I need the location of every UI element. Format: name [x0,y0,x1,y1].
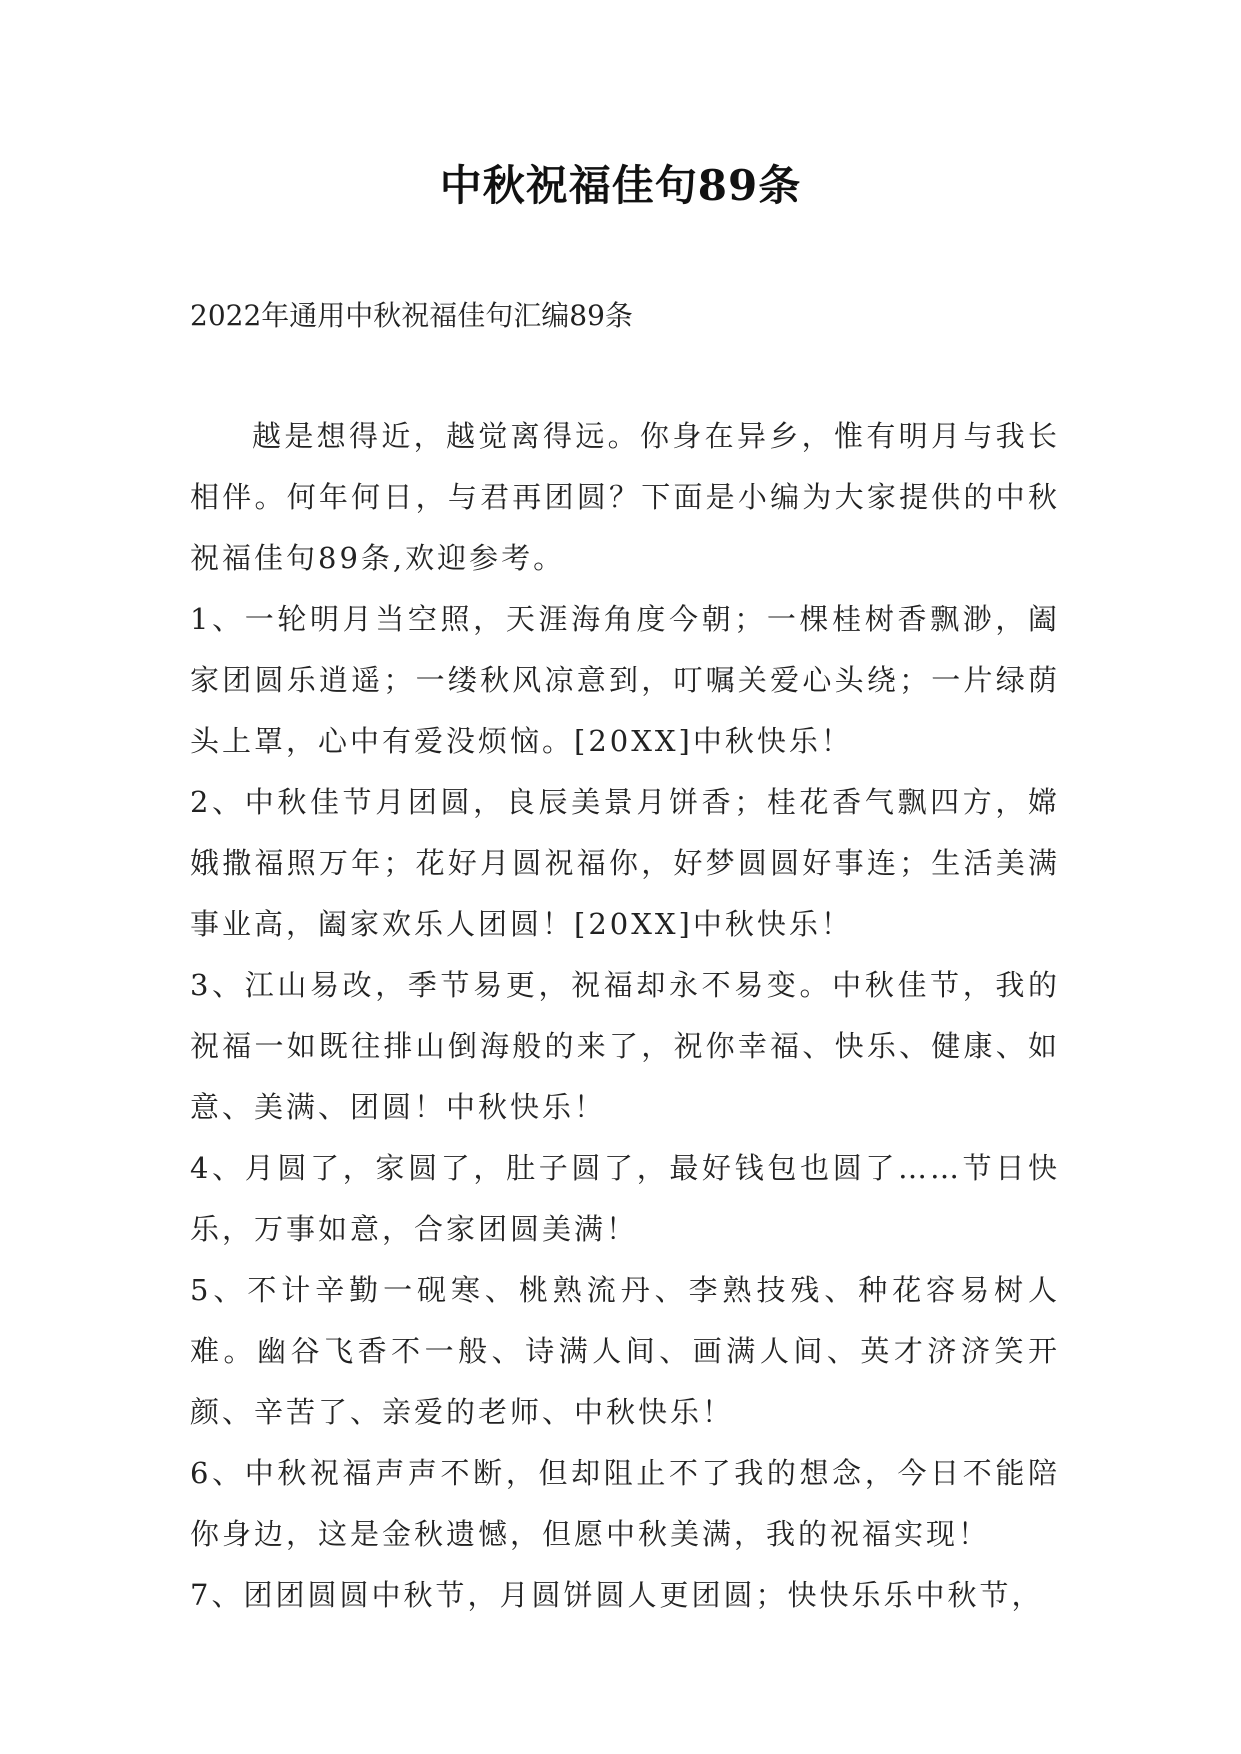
list-item: 7、团团圆圆中秋节，月圆饼圆人更团圆；快快乐乐中秋节， [190,1578,1044,1612]
list-item: 5、不计辛勤一砚寒、桃熟流丹、李熟技残、种花容易树人难。幽谷飞香不一般、诗满人间、画满人间、英才济济笑开颜、辛苦了、亲爱的老师、中秋快乐！ [190,1273,1060,1429]
document-title: 中秋祝福佳句89条 [439,161,802,210]
list-item: 4、月圆了，家圆了，肚子圆了，最好钱包也圆了……节日快乐，万事如意，合家团圆美满！ [190,1151,1060,1246]
intro-paragraph: 越是想得近，越觉离得远。你身在异乡，惟有明月与我长相伴。何年何日，与君再团圆？下面是小编为大家提供的中秋祝福佳句89条,欢迎参考。 [190,419,1060,575]
document-body [190,406,1060,1626]
list-item: 1、一轮明月当空照，天涯海角度今朝；一棵桂树香飘渺，阖家团圆乐逍遥；一缕秋风凉意到，叮嘱关爱心头绕；一片绿荫头上罩，心中有爱没烦恼。[20XX]中秋快乐！ [190,602,1060,758]
document-subtitle: 2022年通用中秋祝福佳句汇编89条 [190,299,633,332]
list-item: 6、中秋祝福声声不断，但却阻止不了我的想念，今日不能陪你身边，这是金秋遗憾，但愿中秋美满，我的祝福实现！ [190,1456,1060,1551]
list-item: 2、中秋佳节月团圆，良辰美景月饼香；桂花香气飘四方，嫦娥撒福照万年；花好月圆祝福你，好梦圆圆好事连；生活美满事业高，阖家欢乐人团圆！[20XX]中秋快乐！ [190,785,1060,941]
list-item: 3、江山易改，季节易更，祝福却永不易变。中秋佳节，我的祝福一如既往排山倒海般的来了，祝你幸福、快乐、健康、如意、美满、团圆！中秋快乐！ [190,968,1060,1124]
